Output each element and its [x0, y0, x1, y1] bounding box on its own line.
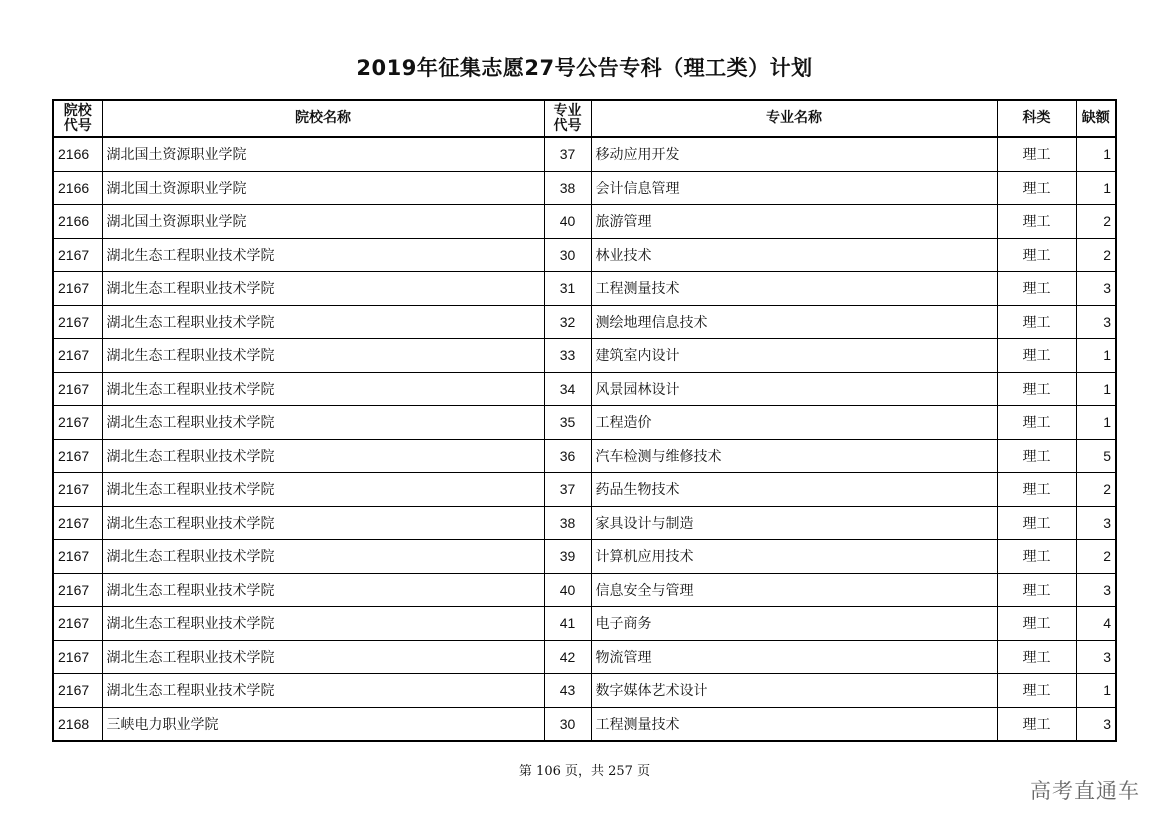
cell-major-code: 40: [544, 573, 591, 607]
cell-major-code: 37: [544, 473, 591, 507]
table-row: [53, 272, 1116, 306]
cell-major-code: 36: [544, 439, 591, 473]
table-row: [53, 238, 1116, 272]
header-major-name: 专业名称: [591, 100, 997, 137]
cell-major-code: 31: [544, 272, 591, 306]
cell-school-name: 湖北国土资源职业学院: [102, 137, 544, 171]
cell-major-name: 建筑室内设计: [591, 339, 997, 373]
cell-category: 理工: [997, 540, 1076, 574]
cell-school-name: 湖北生态工程职业技术学院: [102, 339, 544, 373]
cell-major-name: 汽车检测与维修技术: [591, 439, 997, 473]
cell-category: 理工: [997, 137, 1076, 171]
cell-school-name: 湖北生态工程职业技术学院: [102, 272, 544, 306]
cell-school-code: 2167: [53, 238, 102, 272]
cell-school-name: 湖北生态工程职业技术学院: [102, 674, 544, 708]
page-footer: 第 106 页，共 257 页: [518, 764, 651, 779]
cell-category: 理工: [997, 406, 1076, 440]
cell-major-name: 工程测量技术: [591, 272, 997, 306]
cell-category: 理工: [997, 607, 1076, 641]
cell-major-name: 信息安全与管理: [591, 573, 997, 607]
cell-major-name: 数字媒体艺术设计: [591, 674, 997, 708]
cell-quota: 3: [1076, 305, 1116, 339]
table-row: [53, 506, 1116, 540]
cell-school-code: 2166: [53, 137, 102, 171]
cell-school-code: 2167: [53, 272, 102, 306]
cell-quota: 2: [1076, 473, 1116, 507]
table-row: [53, 372, 1116, 406]
header-category: 科类: [997, 100, 1076, 137]
cell-school-code: 2166: [53, 205, 102, 239]
page-title: 2019年征集志愿27号公告专科（理工类）计划: [356, 56, 813, 80]
cell-quota: 3: [1076, 707, 1116, 741]
watermark-logo: 高考直通车: [1030, 779, 1140, 803]
cell-school-code: 2168: [53, 707, 102, 741]
cell-major-name: 电子商务: [591, 607, 997, 641]
cell-major-name: 家具设计与制造: [591, 506, 997, 540]
cell-quota: 2: [1076, 540, 1116, 574]
cell-school-name: 湖北生态工程职业技术学院: [102, 372, 544, 406]
cell-school-code: 2167: [53, 573, 102, 607]
cell-quota: 3: [1076, 506, 1116, 540]
cell-school-name: 湖北生态工程职业技术学院: [102, 573, 544, 607]
cell-major-code: 30: [544, 238, 591, 272]
cell-school-code: 2166: [53, 171, 102, 205]
cell-school-name: 湖北生态工程职业技术学院: [102, 607, 544, 641]
cell-school-name: 湖北生态工程职业技术学院: [102, 406, 544, 440]
cell-major-name: 工程造价: [591, 406, 997, 440]
cell-school-name: 湖北生态工程职业技术学院: [102, 473, 544, 507]
cell-category: 理工: [997, 238, 1076, 272]
cell-major-code: 40: [544, 205, 591, 239]
cell-school-name: 湖北国土资源职业学院: [102, 171, 544, 205]
cell-school-code: 2167: [53, 473, 102, 507]
table-row: [53, 339, 1116, 373]
header-major-code: [544, 100, 591, 137]
cell-school-name: 湖北生态工程职业技术学院: [102, 439, 544, 473]
cell-major-code: 38: [544, 506, 591, 540]
cell-school-code: 2167: [53, 540, 102, 574]
header-school-name: 院校名称: [102, 100, 544, 137]
cell-category: 理工: [997, 674, 1076, 708]
cell-school-code: 2167: [53, 439, 102, 473]
cell-major-name: 旅游管理: [591, 205, 997, 239]
cell-school-name: 湖北生态工程职业技术学院: [102, 305, 544, 339]
cell-category: 理工: [997, 439, 1076, 473]
cell-major-code: 41: [544, 607, 591, 641]
cell-quota: 2: [1076, 205, 1116, 239]
header-school-code: [53, 100, 102, 137]
table-row: [53, 305, 1116, 339]
cell-school-code: 2167: [53, 674, 102, 708]
table-row: [53, 573, 1116, 607]
header-major-code-label: 专业代号: [553, 102, 582, 134]
cell-category: 理工: [997, 473, 1076, 507]
cell-school-name: 湖北生态工程职业技术学院: [102, 640, 544, 674]
cell-major-name: 林业技术: [591, 238, 997, 272]
table-row: [53, 171, 1116, 205]
cell-major-code: 30: [544, 707, 591, 741]
cell-major-code: 34: [544, 372, 591, 406]
cell-school-name: 湖北国土资源职业学院: [102, 205, 544, 239]
cell-quota: 1: [1076, 372, 1116, 406]
cell-quota: 3: [1076, 272, 1116, 306]
table-row: [53, 473, 1116, 507]
header-quota: 缺额: [1076, 100, 1116, 137]
cell-school-code: 2167: [53, 406, 102, 440]
cell-school-code: 2167: [53, 372, 102, 406]
cell-quota: 4: [1076, 607, 1116, 641]
header-school-code-label: 院校代号: [63, 102, 92, 134]
cell-major-name: 会计信息管理: [591, 171, 997, 205]
cell-quota: 1: [1076, 171, 1116, 205]
cell-quota: 1: [1076, 339, 1116, 373]
cell-major-name: 测绘地理信息技术: [591, 305, 997, 339]
cell-major-name: 药品生物技术: [591, 473, 997, 507]
table-body: [53, 137, 1116, 741]
cell-quota: 3: [1076, 640, 1116, 674]
table-row: [53, 406, 1116, 440]
cell-quota: 3: [1076, 573, 1116, 607]
cell-category: 理工: [997, 640, 1076, 674]
cell-category: 理工: [997, 707, 1076, 741]
cell-quota: 1: [1076, 137, 1116, 171]
cell-major-code: 43: [544, 674, 591, 708]
cell-quota: 5: [1076, 439, 1116, 473]
cell-category: 理工: [997, 339, 1076, 373]
cell-school-code: 2167: [53, 339, 102, 373]
cell-school-name: 湖北生态工程职业技术学院: [102, 238, 544, 272]
cell-major-name: 物流管理: [591, 640, 997, 674]
table-row: [53, 540, 1116, 574]
cell-major-name: 工程测量技术: [591, 707, 997, 741]
cell-category: 理工: [997, 506, 1076, 540]
cell-major-name: 移动应用开发: [591, 137, 997, 171]
cell-quota: 1: [1076, 674, 1116, 708]
cell-category: 理工: [997, 573, 1076, 607]
cell-school-code: 2167: [53, 607, 102, 641]
cell-major-code: 35: [544, 406, 591, 440]
cell-quota: 1: [1076, 406, 1116, 440]
cell-category: 理工: [997, 305, 1076, 339]
cell-school-code: 2167: [53, 506, 102, 540]
table-row: [53, 205, 1116, 239]
cell-major-code: 38: [544, 171, 591, 205]
cell-school-name: 三峡电力职业学院: [102, 707, 544, 741]
cell-major-name: 风景园林设计: [591, 372, 997, 406]
cell-category: 理工: [997, 372, 1076, 406]
cell-major-code: 37: [544, 137, 591, 171]
cell-category: 理工: [997, 205, 1076, 239]
cell-school-name: 湖北生态工程职业技术学院: [102, 540, 544, 574]
table-row: [53, 707, 1116, 741]
table-header-row: [53, 100, 1116, 137]
table-row: [53, 137, 1116, 171]
cell-major-code: 39: [544, 540, 591, 574]
cell-category: 理工: [997, 171, 1076, 205]
table-row: [53, 640, 1116, 674]
cell-major-code: 42: [544, 640, 591, 674]
table-row: [53, 607, 1116, 641]
plan-table: [52, 99, 1117, 742]
table-row: [53, 674, 1116, 708]
cell-school-name: 湖北生态工程职业技术学院: [102, 506, 544, 540]
cell-major-code: 33: [544, 339, 591, 373]
cell-quota: 2: [1076, 238, 1116, 272]
cell-school-code: 2167: [53, 305, 102, 339]
table-row: [53, 439, 1116, 473]
cell-major-code: 32: [544, 305, 591, 339]
cell-school-code: 2167: [53, 640, 102, 674]
cell-category: 理工: [997, 272, 1076, 306]
cell-major-name: 计算机应用技术: [591, 540, 997, 574]
